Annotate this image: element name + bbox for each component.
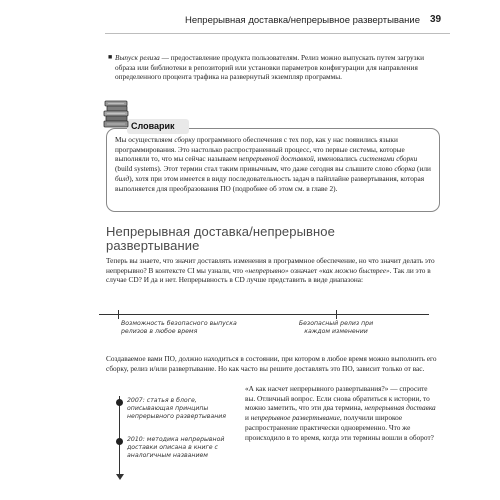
section-heading: Непрерывная доставка/непрерывное развертывание: [106, 224, 335, 253]
timeline-dot: [116, 399, 123, 406]
running-header: [0, 0, 500, 34]
header-rule: [105, 33, 450, 34]
running-header-title: Непрерывная доставка/непрерывное развертывание: [185, 15, 420, 26]
books-stack-icon: [102, 98, 132, 130]
timeline-dot: [116, 438, 123, 445]
range-left-tick: [118, 310, 119, 319]
page-number: 39: [430, 14, 442, 25]
definition-term: Выпуск релиза: [115, 53, 160, 62]
glossary-title: Словарик: [131, 121, 175, 131]
timeline-line: [119, 396, 120, 478]
definition-bullet: [108, 53, 439, 82]
continuity-range-line: [99, 314, 429, 315]
range-right-tick: [336, 310, 337, 319]
definition-text: — предоставление продукта пользователям. Релиз можно выпускать путем загрузки образа или библиотеки в репозиторий или установки параметров конфигурации для направления определенного процента трафика на развернутый экземпляр программы.: [115, 53, 424, 82]
timeline-arrow-icon: [116, 474, 124, 480]
paragraph-continuity: Теперь вы знаете, что значит доставлять изменения в программное обеспечение, но что значит делать это непрерывно? В контексте CI мы узнали, что «непрерывно» означает «как можно быстрее». Так ли это в случае CD? И да и нет. Непрерывность в CD лучше представить в виде диапазона:: [106, 256, 435, 285]
timeline-entry-2010: 2010: методика непрерывной доставки описана в книге с аналогичным названием: [127, 436, 225, 459]
timeline-entry-2007: 2007: статья в блоге, описывающая принципы непрерывного развертывания: [127, 397, 227, 420]
range-left-label: Возможность безопасного выпуска релизов в любое время: [121, 320, 237, 335]
glossary-text: Мы осуществляем сборку программного обеспечения с тех пор, как у нас появились языки программирования. Это настолько распространенный процесс, что первые системы, которые выполняли то, что мы сейчас называем непрерывной доставкой, именовались системами сборки (build systems). Этот термин стал таким привычным, что даже сегодня вы слышите слово сборка (или билд), хотя при этом имеется в виду последовательность задач в пайплайне развертывания, которая выполняется для преобразования ПО (подробнее об этом см. в главе 2).: [115, 135, 431, 193]
paragraph-delivery-state: Создаваемое вами ПО, должно находиться в состоянии, при котором в любое время можно выполнить его сборку, релиз и/или развертывание. Но как часто вы решите доставлять это ПО, зависит только от вас.: [106, 354, 437, 373]
range-right-label: Безопасный релиз при каждом изменении: [298, 320, 374, 335]
glossary-box: [106, 128, 440, 212]
paragraph-continuous-deployment: «А как насчет непрерывного развертывания?» — спросите вы. Отличный вопрос. Если снова обратиться к истории, то можно заметить, что эти два термина, непрерывная доставка и непрерывное развертывание, получили широкое распространение практически одновременно. Что же происходило в то время, когда эти термины вошли в оборот?: [245, 384, 436, 442]
bullet-marker: ■: [108, 53, 113, 61]
